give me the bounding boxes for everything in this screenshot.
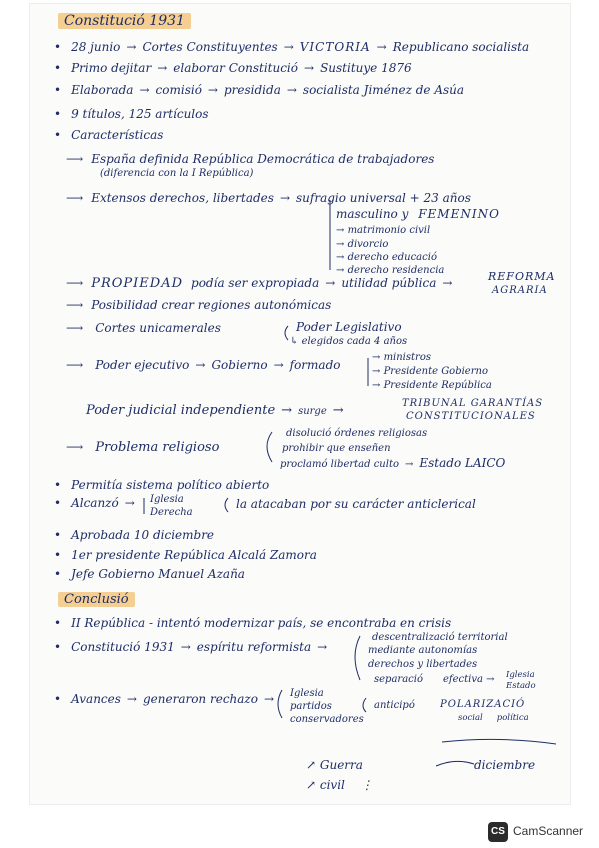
feature-property: ⟶ PROPIEDAD podía ser expropiada → utilidad pública →	[66, 276, 453, 291]
line-approved: • Aprobada 10 diciembre	[54, 528, 214, 542]
rights-divorce: → divorcio	[336, 239, 389, 250]
executive-pres-rep: → Presidente República	[372, 380, 492, 391]
december-note: diciembre	[474, 758, 536, 772]
concl-conservatives: conservadores	[290, 714, 364, 725]
civil-war-2: ↗ civil ⋮	[306, 778, 373, 792]
concl-parties: partidos	[290, 701, 332, 712]
feature-religion: ⟶ Problema religioso	[66, 440, 220, 455]
page-title: Constitució 1931	[58, 14, 191, 28]
feature-rights: ⟶ Extensos derechos, libertades → sufragio universal + 23 años	[66, 191, 471, 205]
line-president: • 1er presidente República Alcalá Zamora	[54, 548, 317, 562]
conclusion-2: • Constitució 1931 → espíritu reformista →	[54, 640, 333, 654]
line-head-gov: • Jefe Gobierno Manuel Azaña	[54, 567, 245, 581]
agrarian-reform-1: REFORMA	[488, 270, 556, 283]
executive-pres-gov: → Presidente Gobierno	[372, 366, 488, 377]
line-4: • 9 títulos, 125 artículos	[54, 107, 209, 121]
conclusion-1: • II República - intentó modernizar país, se encontraba en crisis	[54, 616, 451, 630]
feature-executive: ⟶ Poder ejecutivo → Gobierno → formado	[66, 358, 341, 372]
executive-ministers: → ministros	[372, 352, 431, 363]
tribunal-2: CONSTITUCIONALES	[406, 411, 536, 422]
concl-separation: separació efectiva →	[374, 674, 495, 685]
line-3: • Elaborada → comisió → presidida → socialista Jiménez de Asúa	[54, 83, 464, 97]
concl-church-2: Iglesia	[290, 688, 324, 699]
conclusion-title: Conclusió	[58, 593, 135, 607]
camscanner-watermark: CamScanner	[513, 824, 584, 838]
feature-republic: ⟶ España definida República Democrática de trabajadores	[66, 152, 435, 166]
rights-marriage: → matrimonio civil	[336, 225, 431, 236]
concl-autonomies: mediante autonomías	[368, 645, 478, 656]
concl-social: social política	[458, 713, 529, 723]
conclusion-3: • Avances → generaron rechazo →	[54, 692, 280, 706]
camscanner-logo-icon: CS	[488, 822, 508, 842]
reached-church: Iglesia	[150, 494, 184, 505]
feature-judicial: Poder judicial independiente → surge →	[86, 403, 344, 418]
legislative-power: Poder Legislativo	[296, 320, 402, 334]
reached-right: Derecha	[150, 507, 193, 518]
concl-church: Iglesia	[506, 670, 535, 680]
feature-cortes: ⟶ Cortes unicamerales	[66, 321, 221, 335]
line-reached: • Alcanzó →	[54, 496, 141, 510]
concl-rights: derechos y libertades	[368, 659, 478, 670]
rights-residence: → derecho residencia	[336, 265, 445, 276]
feature-autonomy: ⟶ Posibilidad crear regiones autonómicas	[66, 298, 332, 312]
concl-anticipated: anticipó	[374, 700, 415, 711]
religion-prohibit: prohibir que enseñen	[282, 443, 391, 454]
concl-state: Estado	[506, 681, 536, 691]
concl-decentral: descentralizació territorial	[372, 632, 508, 643]
religion-freedom: proclamó libertad culto → Estado LAICO	[280, 456, 506, 470]
concl-polarization: POLARIZACIÓ	[440, 699, 526, 710]
religion-dissolution: disolució órdenes religiosas	[286, 428, 428, 439]
line-permit: • Permitía sistema político abierto	[54, 478, 269, 492]
agrarian-reform-2: AGRARIA	[492, 285, 548, 296]
rights-education: → derecho educació	[336, 252, 437, 263]
feature-republic-note: (diferencia con la I República)	[100, 168, 254, 179]
legislative-elected: ↳ elegidos cada 4 años	[290, 336, 408, 347]
rights-male-female: masculino y FEMENINO	[336, 207, 500, 221]
tribunal-1: TRIBUNAL GARANTÍAS	[402, 398, 544, 409]
reached-reason: la atacaban por su carácter anticlerical	[236, 497, 476, 511]
line-2: • Primo dejitar → elaborar Constitució → Sustituye 1876	[54, 61, 412, 75]
civil-war-1: ↗ Guerra	[306, 758, 363, 772]
line-5: • Características	[54, 128, 163, 142]
line-1: • 28 junio → Cortes Constituyentes → VICTORIA → Republicano socialista	[54, 40, 529, 54]
